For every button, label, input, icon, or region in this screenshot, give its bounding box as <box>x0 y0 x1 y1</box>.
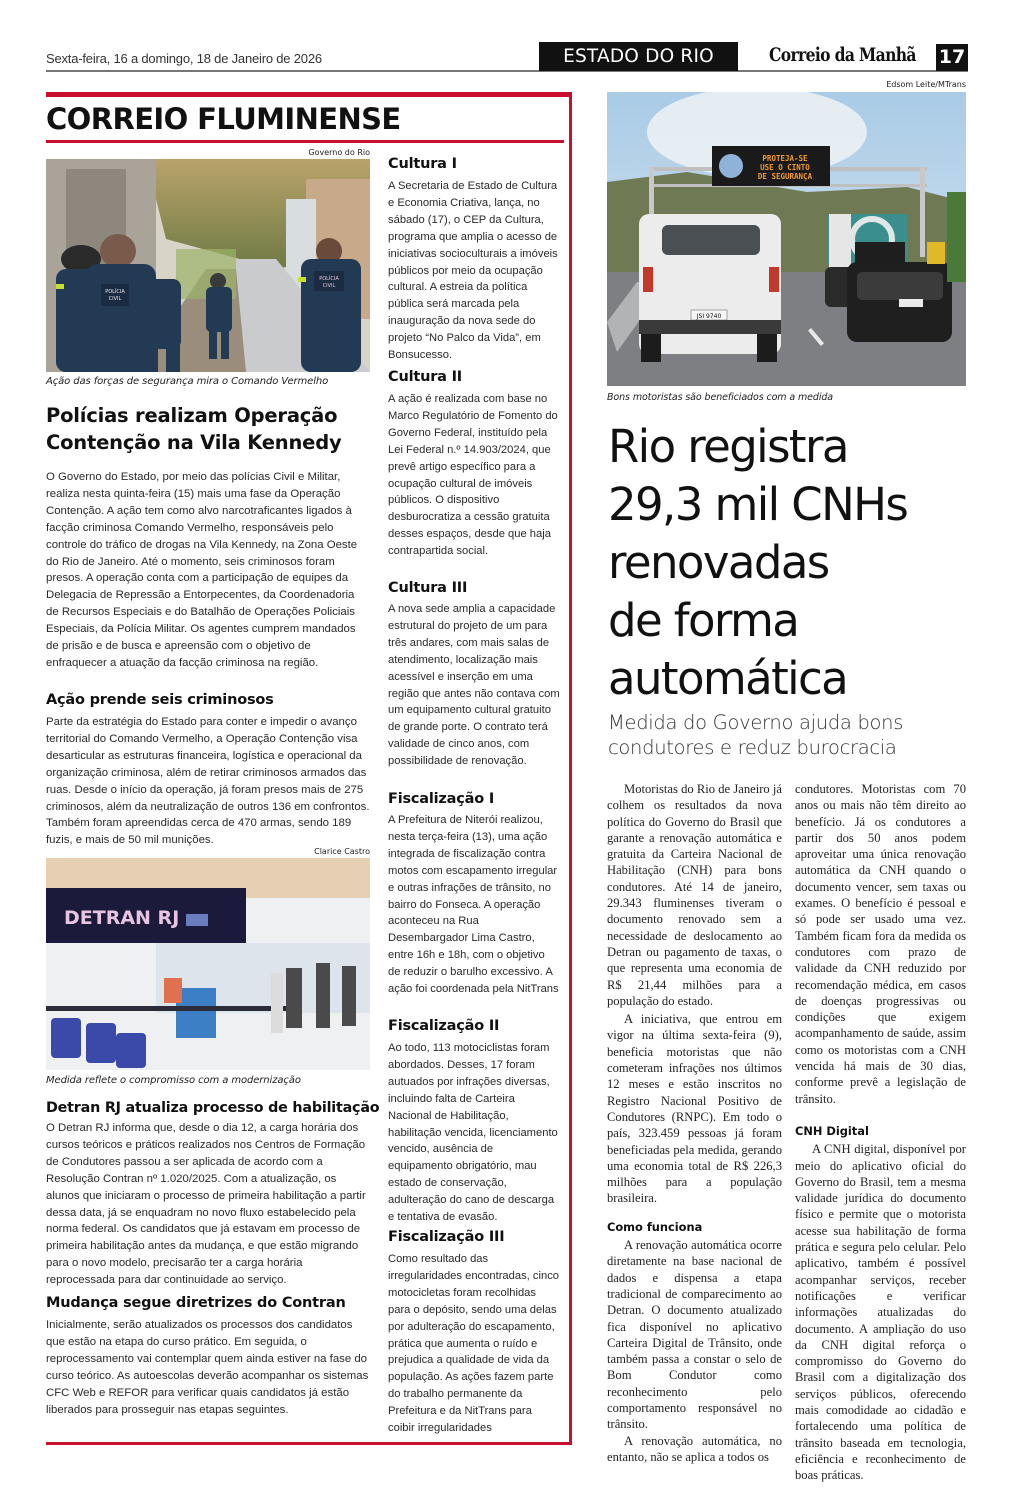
detran-office-photo <box>46 858 370 1070</box>
article-body: O Governo do Estado, por meio das polícias Civil e Militar, realiza nesta quinta-feira (15) mais uma fase da Operação Contenção. A ação tem como alvo narcotraficantes ligados à facção criminosa Comando Vermelho, responsáveis pelo controle do tráfico de drogas na Vila Kennedy, na Zona Oeste do Rio de Janeiro. Até o momento, seis criminosos foram presos. A operação conta com a participação de equipes da Delegacia de Repressão a Entorpecentes, da Coordenadoria de Recursos Especiais e do Batalhão de Operações Policiais Especiais, da Polícia Militar. Os agentes cumprem mandados de prisão e de busca e apreensão com o objetivo de enfraquecer a atuação da facção criminosa na região. <box>46 471 358 669</box>
svg-text:CIVIL: CIVIL <box>108 296 122 302</box>
article-column-2 <box>795 781 966 1483</box>
column-title: CORREIO FLUMINENSE <box>46 102 401 136</box>
article-headline: Polícias realizam Operação Contenção na Vila Kennedy <box>46 404 342 454</box>
svg-text:CIVIL: CIVIL <box>322 283 336 289</box>
note-title-fiscalizacao-1: Fiscalização I <box>388 791 495 807</box>
page-header <box>46 42 968 72</box>
issue-date: Sexta-feira, 16 a domingo, 18 de Janeiro de 2026 <box>46 51 322 66</box>
note-title-cultura-2: Cultura II <box>388 369 462 385</box>
detran-photo-illustration <box>46 858 370 1070</box>
headline-line: 29,3 mil CNHs <box>608 478 908 531</box>
section-subhead: Como funciona <box>607 1219 703 1234</box>
article-subhead: Mudança segue diretrizes do Contran <box>46 1295 346 1311</box>
paragraph: A renovação automática ocorre diretamente na base nacional de dados e dispensa a etapa tradicional de comparecimento ao Detran. O documento atualizado fica disponível no aplicativo Carteira Digital de Trânsito, onde também passa a constar o selo de Bom Condutor como reconhecimento pelo comportamento responsável no trânsito. <box>607 1238 782 1432</box>
paragraph: Motoristas do Rio de Janeiro já colhem os resultados da nova política do Governo do Brasil que garante a renovação automática e gratuita da Carteira Nacional de Habilitação (CNH) para bons condutores. Até 14 de janeiro, 29.343 fluminenses tiveram o documento renovado sem a necessidade de deslocamento ao Detran ou pagamento de taxas, o que representa uma economia de R$ 21,44 milhões para a população do estado. <box>607 782 782 1008</box>
photo-caption: Ação das forças de segurança mira o Comando Vermelho <box>46 376 329 387</box>
photo-credit: Governo do Rio <box>308 148 370 157</box>
vms-line-3: DE SEGURANÇA <box>757 172 813 181</box>
article-body-continued: Inicialmente, serão atualizados os processos dos candidatos que estão na etapa do curso prático. Em seguida, o reprocessamento vai contemplar quem ainda estiver na fase do curso teórico. As autoescolas deverão acompanhar os sistemas CFC Web e REFOR para verificar quais candidatos já estão liberados para prosseguir nas etapas seguintes. <box>46 1319 369 1416</box>
page-number: 17 <box>936 44 968 71</box>
note-body-fiscalizacao-3: Como resultado das irregularidades encontradas, cinco motocicletas foram recolhidas para o depósito, sendo uma delas por adulteração do escapamento, prática que aumenta o ruído e prejudica a qualidade de vida da população. As ações fazem parte do trabalho permanente da Prefeitura e da NitTrans para coibir irregularidades <box>388 1253 560 1435</box>
svg-text:POLÍCIA: POLÍCIA <box>319 276 339 282</box>
vms-line-1: PROTEJA-SE <box>762 154 808 163</box>
photo-caption: Medida reflete o compromisso com a modernização <box>46 1075 301 1086</box>
section-subhead: CNH Digital <box>795 1123 869 1138</box>
article-body-continued: Parte da estratégia do Estado para conter e impedir o avanço territorial do Comando Vermelho, a Operação Contenção visa desarticular as estruturas financeira, logística e operacional da organização criminosa, além de retirar criminosos armados das ruas. Desde o início da operação, já foram presos mais de 275 criminosos, além da neutralização de outros 136 em confrontos. Também foram apreendidas cerca de 470 armas, sendo 189 fuzis, e mais de 50 mil munições. <box>46 716 370 847</box>
article-headline: Detran RJ atualiza processo de habilitação <box>46 1100 380 1116</box>
highway-photo <box>607 92 966 386</box>
note-body-cultura-3: A nova sede amplia a capacidade estrutural do projeto de um para três andares, com mais salas de atendimento, localização mais acessível e inserção em uma região que antes não contava com um equipamento cultural gratuito de grande porte. O contrato terá validade de cinco anos, com possibilidade de renovação. <box>388 603 560 768</box>
police-photo-illustration <box>46 159 370 372</box>
section-label: ESTADO DO RIO <box>539 42 738 71</box>
note-title-fiscalizacao-3: Fiscalização III <box>388 1229 505 1245</box>
headline-line: de forma <box>608 594 799 647</box>
note-body-cultura-1: A Secretaria de Estado de Cultura e Economia Criativa, lança, no sábado (17), o CEP da Cultura, programa que amplia o acesso de iniciativas socioculturais a imóveis públicos por meio da ocupação cultural. A estreia da política pública será marcada pela inauguração da nova sede do projeto “No Palco da Vida”, em Bonsucesso. <box>388 180 558 362</box>
note-body-cultura-2: A ação é realizada com base no Marco Regulatório de Fomento do Governo Federal, instituído pela Lei Federal n.º 14.903/2024, que prevê artigo específico para a ocupação cultural de imóveis públicos. O dispositivo desburocratiza a cessão gratuita desses espaços, desde que haja contrapartida social. <box>388 393 558 558</box>
title-divider <box>46 140 564 143</box>
paragraph: condutores. Motoristas com 70 anos ou mais não têm direito ao benefício. Já os condutores a partir dos 50 anos podem aproveitar uma única renovação automática da CNH quando o documento vencer, sem taxas ou exames. O benefício é pessoal e só pode ser usado uma vez. Também ficam fora da medida os condutores com prazo de validade da CNH reduzido por recomendação médica, em casos de doenças progressivas ou condições que exigem acompanhamento de saúde, assim como os motoristas com a CNH vencida há mais de 30 dias, conforme prevê a legislação de trânsito. <box>795 782 966 1106</box>
article-body: O Detran RJ informa que, desde o dia 12, a carga horária dos cursos teóricos e práticos realizados nos Centros de Formação de Condutores passou a ser aplicada de acordo com a Resolução Contran nº 1.020/2025. Com a atualização, os alunos que iniciaram o processo de primeira habilitação a partir dessa data, já se enquadram no novo fluxo estabelecido pela norma federal. Os candidatos que já estavam em processo de primeira habilitação antes da mudança, e que estão migrando para o novo modelo, precisarão ter a carga horária reprocessada para dar continuidade ao serviço. <box>46 1122 366 1287</box>
paragraph: A CNH digital, disponível por meio do aplicativo oficial do Governo do Brasil, tem a mesma validade jurídica do documento físico e permite que o motorista acesse sua habilitação de forma prática e segura pelo celular. Pelo aplicativo, também é possível acompanhar serviços, receber notificações e verificar informações atualizadas do documento. A ampliação do uso da CNH digital reforça o compromisso do Governo do Brasil com a digitalização dos serviços públicos, oferecendo mais comodidade ao cidadão e fortalecendo uma política de trânsito baseada em tecnologia, eficiência e reconhecimento de boas práticas. <box>795 1142 966 1483</box>
vest-label: POLÍCIA <box>105 289 125 295</box>
article-column-1 <box>607 781 782 1465</box>
main-headline <box>608 418 978 708</box>
note-body-fiscalizacao-1: A Prefeitura de Niterói realizou, nesta terça-feira (13), uma ação integrada de fiscalização contra motos com escapamento irregular e outras infrações de trânsito, no bairro do Fonseca. A operação aconteceu na Rua Desembargador Lima Castro, entre 16h e 18h, com o objetivo de reduzir o barulho excessivo. A ação foi coordenada pela NitTrans <box>388 814 559 996</box>
vms-line-2: USE O CINTO <box>760 163 810 172</box>
photo-caption: Bons motoristas são beneficiados com a medida <box>607 392 834 403</box>
photo-credit: Clarice Castro <box>314 847 370 856</box>
note-title-cultura-1: Cultura I <box>388 156 457 172</box>
newspaper-logo: Correio da Manhã <box>769 44 916 66</box>
paragraph: A renovação automática, no entanto, não se aplica a todos os <box>607 1433 782 1464</box>
highway-photo-illustration <box>607 92 966 386</box>
note-body-fiscalizacao-2: Ao todo, 113 motociclistas foram abordados. Desses, 17 foram autuados por infrações diversas, incluindo falta de Carteira Nacional de Habilitação, habilitação vencida, licenciamento vencido, ausência de equipamento obrigatório, mau estado de conservação, adulteração do cano de descarga e tentativa de evasão. <box>388 1042 558 1224</box>
headline-line: Rio registra <box>608 420 848 473</box>
headline-line: renovadas <box>608 536 829 589</box>
article-subhead: Ação prende seis criminosos <box>46 692 274 708</box>
detran-sign-text: DETRAN RJ <box>64 907 180 929</box>
headline-line: automática <box>608 652 848 705</box>
license-plate: JSI 9740 <box>696 313 722 320</box>
photo-credit: Edsom Leite/MTrans <box>886 80 966 89</box>
note-title-cultura-3: Cultura III <box>388 580 468 596</box>
paragraph: A iniciativa, que entrou em vigor na última sexta-feira (9), beneficia motoristas que não cometeram infrações nos últimos 12 meses e estão inscritos no Registro Nacional Positivo de Condutores (RNPC). Em todo o país, 323.459 pessoas já foram beneficiadas pela medida, gerando uma economia total de R$ 226,3 milhões para a população brasileira. <box>607 1012 782 1206</box>
article-deck: Medida do Governo ajuda bons condutores e reduz burocracia <box>608 711 904 759</box>
note-title-fiscalizacao-2: Fiscalização II <box>388 1018 500 1034</box>
police-operation-photo <box>46 159 370 372</box>
